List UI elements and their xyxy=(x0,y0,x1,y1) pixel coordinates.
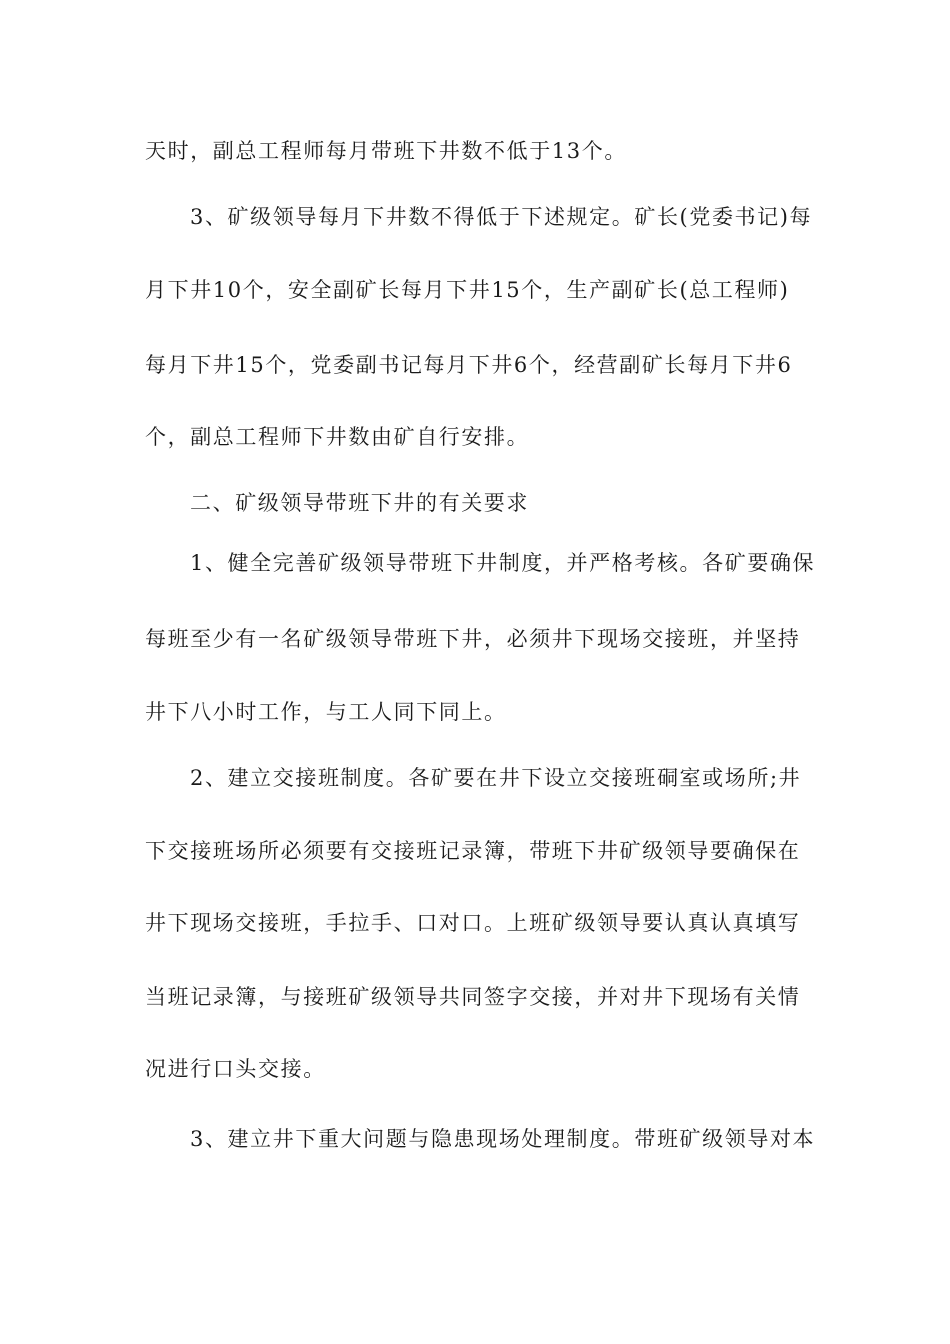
paragraph-line: 井下现场交接班，手拉手、口对口。上班矿级领导要认真认真填写 xyxy=(145,911,801,935)
paragraph-line: 每月下井15个，党委副书记每月下井6个，经营副矿长每月下井6 xyxy=(145,353,793,377)
paragraph-line: 每班至少有一名矿级领导带班下井，必须井下现场交接班，并坚持 xyxy=(145,627,801,651)
section-heading: 二、矿级领导带班下井的有关要求 xyxy=(190,491,529,515)
paragraph-line: 1、健全完善矿级领导带班下井制度，并严格考核。各矿要确保 xyxy=(190,551,815,575)
paragraph-line: 3、建立井下重大问题与隐患现场处理制度。带班矿级领导对本 xyxy=(190,1127,815,1151)
paragraph-line: 况进行口头交接。 xyxy=(145,1057,326,1081)
paragraph-line: 月下井10个，安全副矿长每月下井15个，生产副矿长(总工程师) xyxy=(145,278,790,302)
paragraph-line: 当班记录簿，与接班矿级领导共同签字交接，并对井下现场有关情 xyxy=(145,985,801,1009)
paragraph-line: 2、建立交接班制度。各矿要在井下设立交接班硐室或场所;井 xyxy=(190,766,802,790)
paragraph-line: 3、矿级领导每月下井数不得低于下述规定。矿长(党委书记)每 xyxy=(190,205,813,229)
paragraph-line: 天时，副总工程师每月带班下井数不低于13个。 xyxy=(145,139,627,163)
paragraph-line: 个，副总工程师下井数由矿自行安排。 xyxy=(145,425,530,449)
paragraph-line: 井下八小时工作，与工人同下同上。 xyxy=(145,700,507,724)
paragraph-line: 下交接班场所必须要有交接班记录簿，带班下井矿级领导要确保在 xyxy=(145,839,801,863)
